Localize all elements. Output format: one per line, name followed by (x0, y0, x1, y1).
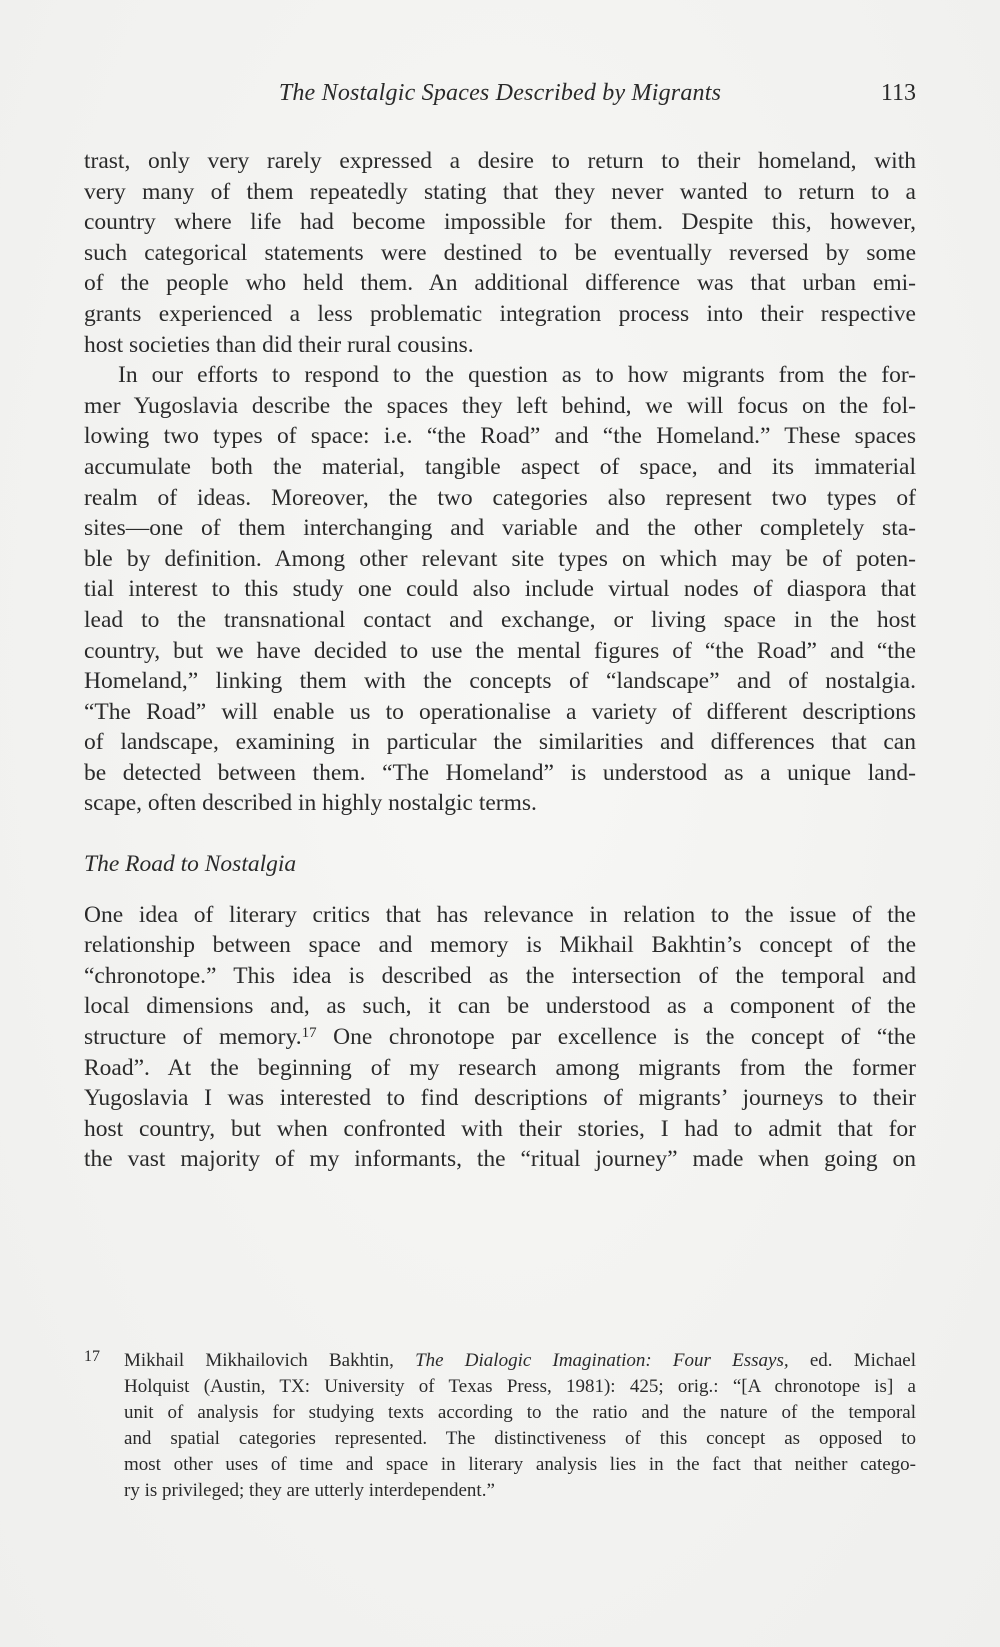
footnote-reference[interactable]: 17 (301, 1025, 317, 1042)
text-line: country where life had become impossible for them. Despite this, however, (84, 209, 916, 236)
section-heading: The Road to Nostalgia (84, 851, 297, 878)
text-line: In our efforts to respond to the question as to how migrants from the for- (118, 362, 916, 389)
footnote-line: most other uses of time and space in literary analysis lies in the fact that neither catego- (124, 1454, 916, 1475)
text-line: grants experienced a less problematic integration process into their respective (84, 300, 916, 327)
text-line: realm of ideas. Moreover, the two categories also represent two types of (84, 484, 916, 511)
text-line: of the people who held them. An additional difference was that urban emi- (84, 270, 916, 297)
text-line: lowing two types of space: i.e. “the Road” and “the Homeland.” These spaces (84, 423, 916, 450)
text-segment: ed. Michael (788, 1350, 916, 1371)
footnote-marker: 17 (84, 1348, 100, 1365)
text-line: “The Road” will enable us to operationalise a variety of different descriptions (84, 698, 916, 725)
footnote-line: ry is privileged; they are utterly interdependent.” (124, 1480, 495, 1501)
text-line: host societies than did their rural cousins. (84, 331, 474, 358)
footnote-line (124, 1348, 916, 1374)
text-line: be detected between them. “The Homeland” is understood as a unique land- (84, 759, 916, 786)
text-line: Yugoslavia I was interested to find descriptions of migrants’ journeys to their (84, 1085, 916, 1112)
text-line: lead to the transnational contact and exchange, or living space in the host (84, 606, 916, 633)
footnote-17 (84, 1348, 916, 1504)
text-segment: One chronotope par excellence is the concept of “the (316, 1024, 916, 1051)
text-line: scape, often described in highly nostalgic terms. (84, 790, 537, 817)
text-segment: structure of memory. (84, 1024, 302, 1051)
text-line: tial interest to this study one could also include virtual nodes of diaspora that (84, 576, 916, 603)
text-line: sites—one of them interchanging and variable and the other completely sta- (84, 515, 916, 542)
paragraph-2 (84, 360, 916, 819)
text-line: Homeland,” linking them with the concepts of “landscape” and of nostalgia. (84, 668, 916, 695)
text-line (84, 1022, 916, 1053)
footnote-line: Holquist (Austin, TX: University of Texas Press, 1981): 425; orig.: “[A chronotope is] a (124, 1376, 916, 1397)
page-number: 113 (880, 80, 916, 106)
text-line: mer Yugoslavia describe the spaces they left behind, we will focus on the fol- (84, 392, 916, 419)
footnote-line: and spatial categories represented. The distinctiveness of this concept as opposed to (124, 1428, 916, 1449)
text-line: relationship between space and memory is Mikhail Bakhtin’s concept of the (84, 932, 916, 959)
text-line: the vast majority of my informants, the “ritual journey” made when going on (84, 1146, 916, 1173)
text-line: Road”. At the beginning of my research among migrants from the former (84, 1054, 916, 1081)
text-line: very many of them repeatedly stating that they never wanted to return to a (84, 178, 916, 205)
text-segment: Mikhail Mikhailovich Bakhtin, (124, 1350, 416, 1371)
footnote-line: unit of analysis for studying texts according to the ratio and the nature of the temporal (124, 1402, 916, 1423)
text-line: host country, but when confronted with their stories, I had to admit that for (84, 1115, 916, 1142)
text-line: local dimensions and, as such, it can be understood as a component of the (84, 993, 916, 1020)
paragraph-1 (84, 146, 916, 360)
text-line: country, but we have decided to use the mental figures of “the Road” and “the (84, 637, 916, 664)
text-line: such categorical statements were destined to be eventually reversed by some (84, 239, 916, 266)
text-line: “chronotope.” This idea is described as the intersection of the temporal and (84, 962, 916, 989)
footnote-body (124, 1348, 916, 1504)
text-line: One idea of literary critics that has relevance in relation to the issue of the (84, 901, 916, 928)
running-title: The Nostalgic Spaces Described by Migrants (278, 80, 722, 106)
body-text (84, 146, 916, 1175)
book-title: The Dialogic Imagination: Four Essays, (415, 1350, 789, 1371)
text-line: accumulate both the material, tangible aspect of space, and its immaterial (84, 453, 916, 480)
footnotes (84, 1348, 916, 1504)
running-head (84, 80, 916, 114)
paragraph-3 (84, 900, 916, 1175)
text-line: of landscape, examining in particular the similarities and differences that can (84, 729, 916, 756)
text-line: trast, only very rarely expressed a desire to return to their homeland, with (84, 148, 916, 174)
text-line: ble by definition. Among other relevant site types on which may be of poten- (84, 545, 916, 572)
